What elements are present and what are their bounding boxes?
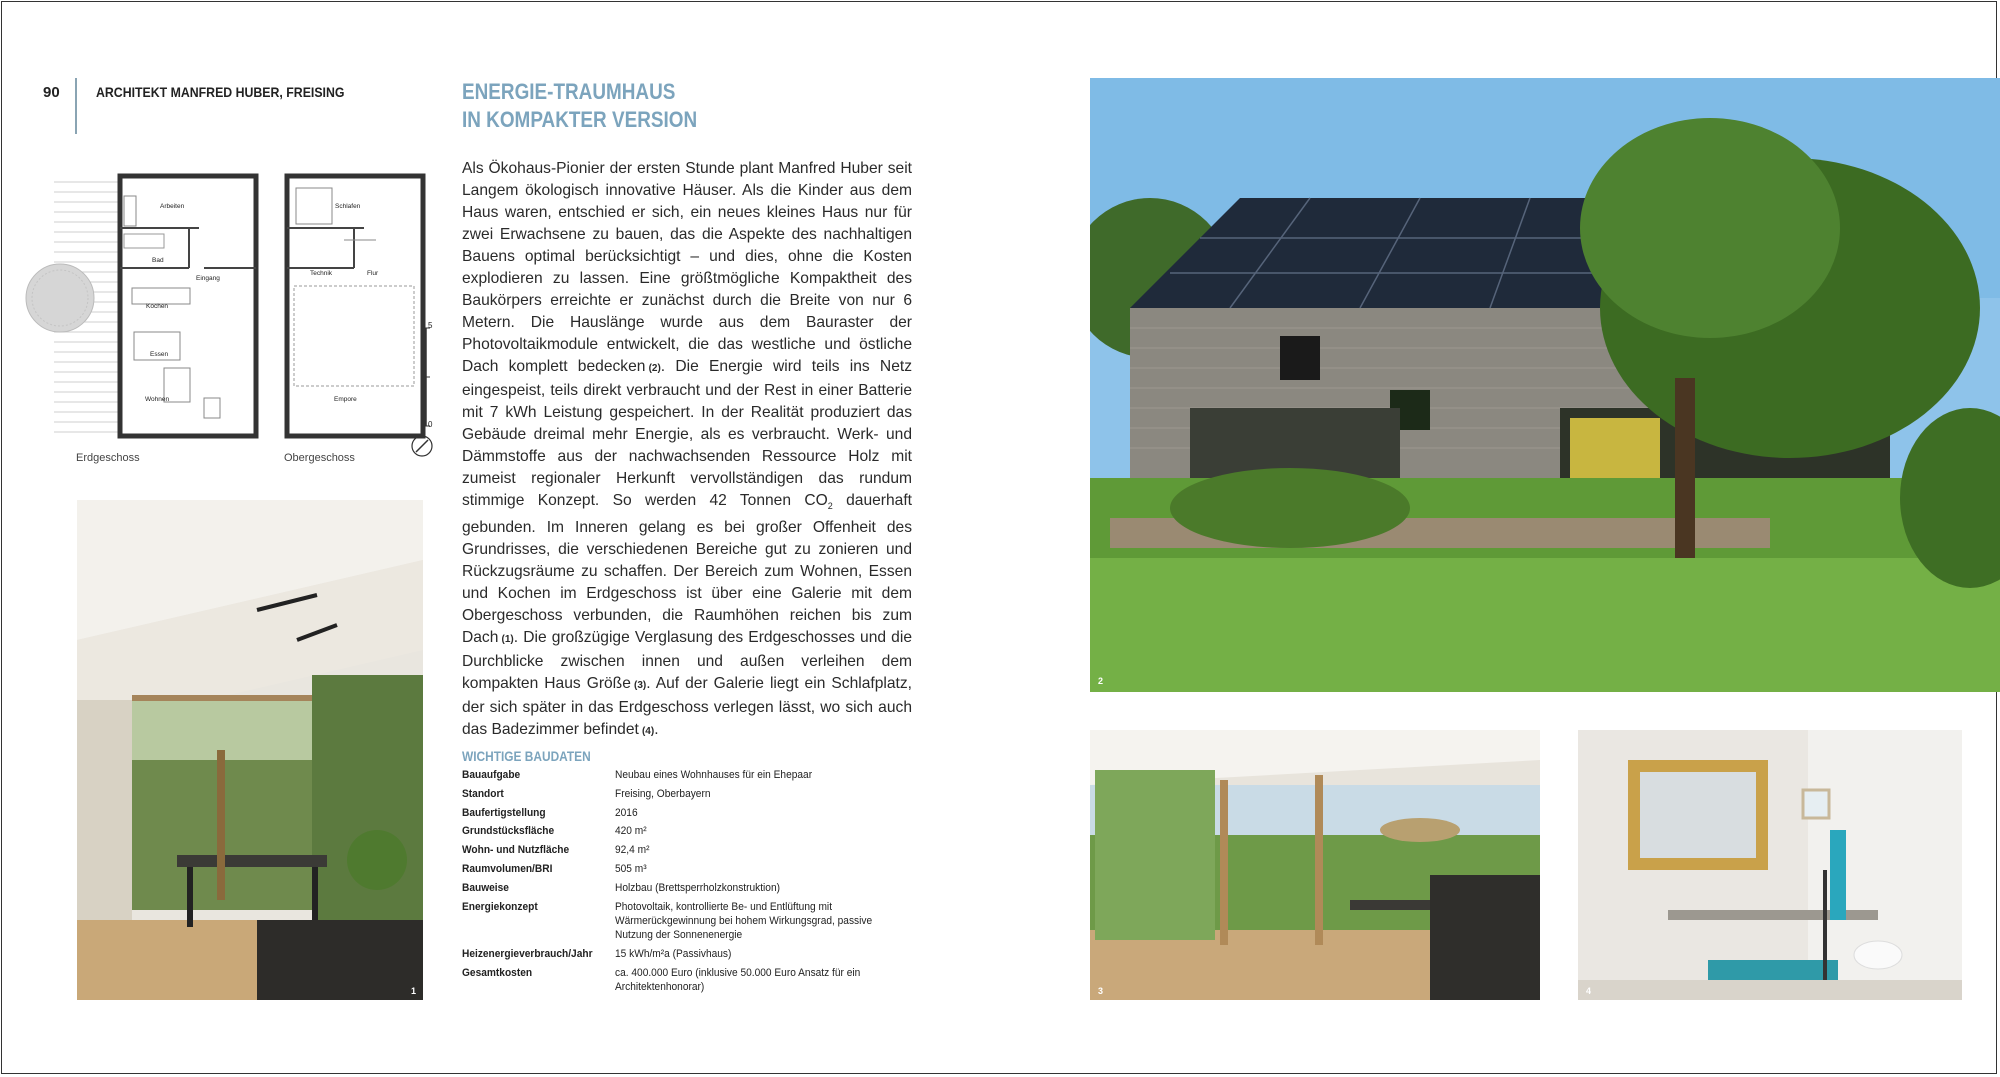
- body-text-segment: Als Ökohaus-Pionier der ersten Stunde plant Manfred Huber seit Langem ökologisch innovative Häuser. Als die Kinder aus dem Haus waren, entschied er sich, ein neues kleines Haus nur für zwei Erwachsene zu bauen, das die Aspekte des nachhaltigen Bauens optimal berücksichtigt – und dies, ohne die Kosten explodieren zu lassen. Eine größtmögliche Kompaktheit des Baukörpers erreichte er zunächst durch die Breite von nur 6 Metern. Die Hauslänge wurde aus dem Bauraster der Photovoltaikmodule entwickelt, die das westliche und östliche Dach komplett bedecken: [462, 160, 912, 375]
- spec-value: 2016: [615, 806, 638, 819]
- spec-row: [462, 881, 932, 895]
- body-text-segment: dauerhaft gebunden. Im Inneren gelang es bei großer Offenheit des Grundrisses, die verschiedenen Bereiche gut zu zonieren und Rückzugsräume zu schaffen. Der Bereich zum Wohnen, Essen und Kochen im Erdgeschoss ist über eine Galerie mit dem Obergeschoss verbunden, die Raumhöhen reichen bis zum Dach: [462, 492, 912, 647]
- photo-number: 3: [1098, 986, 1104, 996]
- spec-label: Energiekonzept: [462, 900, 538, 913]
- photo-exterior-house: [1090, 78, 2000, 692]
- photo-interior-dining: [77, 500, 423, 1000]
- scale-label: 5: [428, 321, 433, 330]
- spec-value: ca. 400.000 Euro (inklusive 50.000 Euro Ansatz für ein Architektenhonorar): [615, 966, 861, 993]
- spec-row: [462, 843, 932, 857]
- spec-label: Bauweise: [462, 881, 509, 894]
- spec-row: [462, 806, 932, 820]
- photo-number: 2: [1098, 676, 1104, 686]
- running-head: ARCHITEKT MANFRED HUBER, FREISING: [96, 84, 345, 100]
- room-label: Technik: [310, 270, 333, 277]
- room-label: Arbeiten: [160, 203, 185, 210]
- room-label: Kochen: [146, 303, 169, 310]
- body-paragraph: [462, 158, 912, 743]
- body-text-segment: .: [654, 721, 659, 739]
- title-line: IN KOMPAKTER VERSION: [462, 107, 698, 132]
- spec-row: [462, 947, 932, 961]
- spec-value: Freising, Oberbayern: [615, 787, 711, 800]
- floor-plans: [24, 168, 444, 468]
- article-body: [462, 158, 912, 743]
- specs-table: [462, 768, 932, 999]
- floor-plan-drawing: [24, 168, 444, 468]
- spec-label: Standort: [462, 787, 504, 800]
- spec-row: [462, 787, 932, 801]
- photo-reference: (1): [501, 634, 514, 646]
- room-label: Schlafen: [335, 203, 361, 210]
- spec-row: [462, 824, 932, 838]
- spec-value: 92,4 m²: [615, 844, 650, 857]
- spec-value: 505 m³: [615, 862, 647, 875]
- spec-value: Holzbau (Brettsperrholzkonstruktion): [615, 881, 781, 894]
- scale-label: 0: [428, 420, 433, 429]
- specs-title: WICHTIGE BAUDATEN: [462, 748, 591, 764]
- spec-row: [462, 900, 932, 943]
- spec-label: Wohn- und Nutzfläche: [462, 844, 570, 857]
- spec-label: Grundstücksfläche: [462, 825, 555, 838]
- room-label: Essen: [150, 351, 169, 358]
- room-label: Bad: [152, 257, 164, 264]
- article-title: [462, 78, 697, 134]
- room-label: Eingang: [196, 275, 220, 282]
- spec-value: Photovoltaik, kontrollierte Be- und Entlüftung mit Wärmerückgewinnung bei hohem Wirkungsgrad, passive Nutzung der Sonnenenergie: [615, 900, 873, 941]
- spec-value: 15 kWh/m²a (Passivhaus): [615, 947, 732, 960]
- room-label: Empore: [334, 396, 357, 403]
- body-text-segment: . Die Energie wird teils ins Netz eingespeist, teils direkt verbraucht und der Rest in einer Batterie mit 7 kWh Leistung gespeichert. In der Realität produziert das Gebäude dreimal mehr Energie, als es verbraucht. Werk- und Dämmstoffe aus der nachwachsenden Ressource Holz mit zumeist regionaler Herkunft vervollständigen das rundum stimmige Konzept. So werden 42 Tonnen CO: [462, 358, 912, 509]
- spec-label: Raumvolumen/BRI: [462, 862, 553, 875]
- spec-row: [462, 966, 932, 994]
- room-label: Flur: [367, 270, 379, 277]
- room-label: Wohnen: [145, 396, 170, 403]
- spec-label: Heizenergieverbrauch/Jahr: [462, 947, 593, 960]
- spec-row: [462, 862, 932, 876]
- body-text-segment: . Auf der Galerie liegt ein Schlafplatz, der sich später in das Erdgeschoss verlegen lässt, wo sich auch das Badezimmer befindet: [462, 675, 912, 739]
- spec-label: Baufertigstellung: [462, 806, 546, 819]
- photo-number: 1: [411, 986, 417, 996]
- upper-floor-label: Obergeschoss: [284, 452, 355, 464]
- page-number: 90: [43, 84, 60, 101]
- photo-reference: (3): [634, 680, 647, 692]
- spec-value: 420 m²: [615, 825, 647, 838]
- photo-bathroom: [1578, 730, 1962, 1000]
- spec-value: Neubau eines Wohnhauses für ein Ehepaar: [615, 769, 813, 781]
- body-text-segment: . Die großzügige Verglasung des Erdgeschosses und die Durchblicke zwischen innen und außen verleihen dem kompakten Haus Größe: [462, 629, 912, 693]
- spec-label: Gesamtkosten: [462, 966, 533, 979]
- ground-floor-label: Erdgeschoss: [76, 452, 140, 464]
- spec-row: [462, 768, 932, 782]
- photo-reference: (4): [641, 726, 655, 738]
- header-divider: [75, 78, 77, 134]
- photo-number: 4: [1586, 986, 1592, 996]
- photo-reference: (2): [648, 363, 661, 374]
- spec-label: Bauaufgabe: [462, 769, 521, 781]
- title-line: ENERGIE-TRAUMHAUS: [462, 79, 676, 104]
- co2-subscript: 2: [827, 501, 833, 512]
- photo-interior-glazing: [1090, 730, 1540, 1000]
